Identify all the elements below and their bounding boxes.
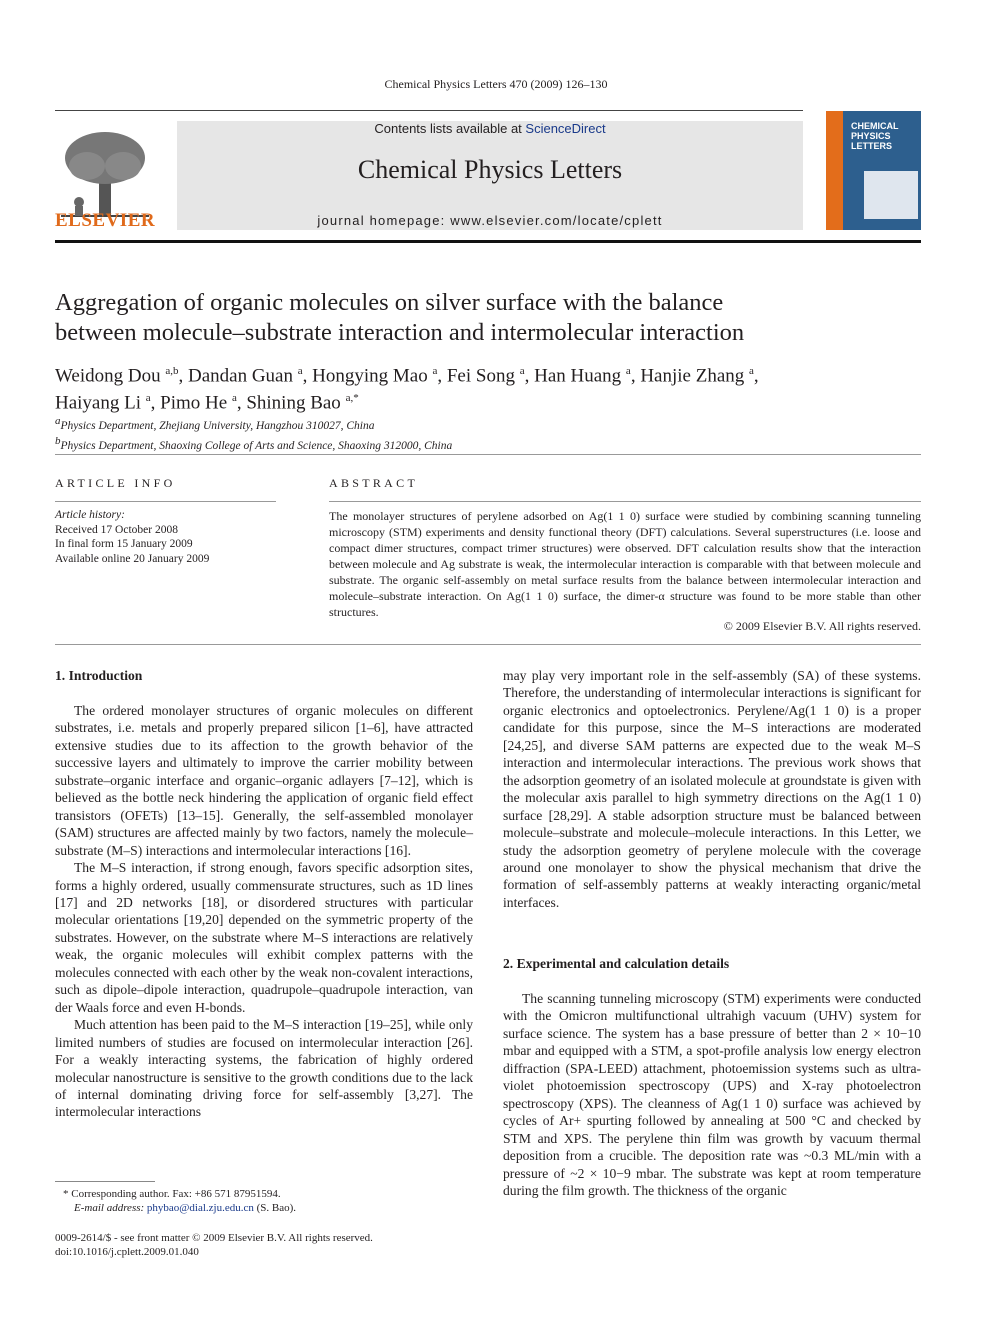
paragraph: The M–S interaction, if strong enough, favors specific adsorption sites, forms a highly ordered, usually commensurate structures, such as 1D lines [17] and 2D networks [18], or disordered structures with particular molecular orientations [19,20] depended on the symmetric property of the substrates. However, on the substrate where M–S interactions are relatively weak, the organic molecules will exhibit complex patterns with the molecules connected with each other by the weak non-covalent interactions, such as dipole–dipole interaction, quadrupole–quadrupole interaction, van der Waals force and even H-bonds. — [55, 860, 473, 1015]
affiliation — [55, 434, 452, 454]
author-name: Dandan Guan — [188, 365, 293, 387]
affiliation-mark: b — [55, 434, 61, 447]
cover-title-1: CHEMICAL — [851, 121, 899, 131]
elsevier-wordmark: ELSEVIER — [55, 210, 156, 231]
paragraph: may play very important role in the self-assembly (SA) of these systems. Therefore, the understanding of intermolecular interactions is significant for organic electronics and optoelectronics. Perylene/Ag(1 1 0) is a proper candidate for this purpose, since the M–S interactions are moderated [24,25], and diverse SAM patterns are expected due to the weak M–S interaction and intermolecular interactions. The previous work shows that the adsorption geometry of an isolated molecule at groundstate is given with the molecular axis parallel to high symmetry directions on the Ag(1 1 0) surface [28,29]. A stable adsorption structure must be balanced between molecule–substrate and molecule–molecule interactions. In this Letter, we study the adsorption geometry of perylene molecule with the coverage around one monolayer to show the physical mechanism that drive the formation of self-assembly patterns at weakly interacting organic/metal interfaces. — [503, 668, 921, 910]
issn-block — [55, 1231, 373, 1259]
header-rule-bottom — [55, 240, 921, 243]
author-affil-mark[interactable]: a — [749, 365, 754, 377]
author-affil-mark[interactable]: a — [432, 365, 438, 377]
author-affil-mark[interactable]: a — [145, 392, 151, 405]
author-name: Fei Song — [446, 365, 515, 387]
affiliation — [55, 414, 452, 434]
cover-title-3: LETTERS — [851, 141, 893, 151]
affiliations — [55, 414, 452, 454]
affiliation-mark: a — [55, 415, 61, 427]
contents-prefix: Contents lists available at — [374, 121, 526, 136]
author-name: Hanjie Zhang — [640, 365, 745, 387]
email-link[interactable]: phybao@dial.zju.edu.cn — [146, 1202, 254, 1214]
journal-homepage[interactable]: journal homepage: www.elsevier.com/locate/cplett — [317, 213, 663, 228]
author-name: Weidong Dou — [55, 365, 161, 387]
section-heading-introduction: 1. Introduction — [55, 668, 143, 683]
article-title — [55, 288, 925, 348]
author-affil-mark[interactable]: a — [297, 365, 303, 377]
issn-line: 0009-2614/$ - see front matter © 2009 Elsevier B.V. All rights reserved. — [55, 1232, 373, 1244]
email-label: E-mail address: — [74, 1202, 145, 1214]
running-head: Chemical Physics Letters 470 (2009) 126–130 — [384, 77, 608, 91]
abstract-copyright: © 2009 Elsevier B.V. All rights reserved. — [723, 619, 921, 633]
author-name: Pimo He — [160, 392, 228, 414]
author-name: Han Huang — [534, 365, 622, 387]
history-label: Article history: — [55, 509, 125, 521]
history-item: Received 17 October 2008 — [55, 523, 178, 536]
author-affil-mark[interactable]: a,b — [165, 365, 179, 377]
divider — [55, 644, 921, 645]
corresponding-author-note: * Corresponding author. Fax: +86 571 87951594. — [63, 1188, 281, 1200]
footnote-rule — [55, 1181, 155, 1182]
journal-cover-thumbnail[interactable] — [826, 111, 921, 230]
doi-link[interactable]: doi:10.1016/j.cplett.2009.01.040 — [55, 1246, 199, 1258]
paragraph: Much attention has been paid to the M–S interaction [19–25], while only limited numbers of studies are focused on intermolecular interaction [26]. For a weakly interacting systems, the fabrication of highly ordered molecular nanostructure is sensitive to the growth conditions due to the lack of internal dominating driving force for self-assembly [3,27]. The intermolecular interactions — [55, 1017, 473, 1120]
author-name: Haiyang Li — [55, 392, 142, 414]
body-column-left — [55, 702, 473, 1121]
author-affil-mark[interactable]: a — [625, 365, 631, 377]
article-history — [55, 508, 209, 566]
author-affil-mark[interactable]: a — [231, 392, 237, 405]
email-suffix: (S. Bao). — [256, 1202, 297, 1214]
author-name: Shining Bao — [246, 392, 341, 414]
cover-stripe — [826, 111, 843, 230]
author-affil-mark[interactable]: a,* — [345, 392, 359, 405]
section-heading-experimental: 2. Experimental and calculation details — [503, 956, 730, 971]
history-item: Available online 20 January 2009 — [55, 552, 210, 565]
paragraph: The scanning tunneling microscopy (STM) experiments were conducted with the Omicron multifunctional ultrahigh vacuum (UHV) system for surface science. The system has a base pressure of better than 2 × 10−10 mbar and equipped with a STM, a spot-profile analysis low energy electron diffraction (SPA-LEED) attachment, photoemission systems such as ultra-violet photoemission spectroscopy (UPS) and X-ray photoelectron spectroscopy (XPS). The cleanness of Ag(1 1 0) surface was achieved by cycles of Ar+ spurting followed by annealing at 500 °C and checked by STM and XPS. The perylene thin film was growth by vacuum thermal deposition from a crucible. The deposition rate was ~0.3 ML/min with a pressure of ~2 × 10−9 mbar. The substrate was kept at room temperature during the film growth. The thickness of the organic — [503, 991, 921, 1198]
author-affil-mark[interactable]: a — [519, 365, 525, 377]
history-item: In final form 15 January 2009 — [55, 538, 193, 550]
cover-title-2: PHYSICS — [851, 131, 891, 141]
author-list: Weidong Dou $^{a,b}$, Dandan Guan $^a$, Hongying Mao $^a$, Fei Song $^a$, Han Huang $^a$, Hanjie Zhang $^a$, Haiyang Li $^a$, Pimo He $^a$, Shining Bao $^{a,*}$ — [55, 365, 759, 414]
cover-image — [864, 171, 918, 219]
divider — [55, 501, 276, 502]
paragraph: The ordered monolayer structures of organic molecules on different substrates, i.e. metals and properly prepared silicon [1–6], have attracted extensive studies due to its affection to the growth behavior of the successive layers and ultimately to improve the carrier mobility between substrate–organic interface and organic–organic adlayers [7–12], which is believed as the bottle neck hindering the application of organic field effect transistors (OFETs) [13–15]. Generally, the self-assembled monolayer (SAM) structures are affected mainly by two factors, namely the molecule–substrate (M–S) interactions and intermolecular interactions [16]. — [55, 703, 473, 858]
email-line — [55, 1201, 296, 1215]
abstract-text: The monolayer structures of perylene adsorbed on Ag(1 1 0) surface were studied by combining scanning tunneling microscopy (STM) experiments and density functional theory (DFT) calculations. Several superstructures (i.e. loose and compact dimer structures, compact trimer structures) were observed. DFT calculation results show that the interaction between molecule and Ag substrate is weak, the intermolecular interaction is comparable with that between molecule and substrate. The organic self-assembly on metal surface results from the balance between intermolecular interaction and molecule–substrate interaction. On Ag(1 1 0) surface, the dimer-α structure was found to be more stable than other structures. — [329, 509, 921, 619]
body-column-right-lower — [503, 990, 921, 1199]
author-name: Hongying Mao — [312, 365, 428, 387]
footnote — [55, 1187, 296, 1215]
divider — [55, 454, 921, 455]
affiliation-text: Physics Department, Shaoxing College of Arts and Science, Shaoxing 312000, China — [60, 439, 453, 452]
divider — [329, 501, 921, 502]
sciencedirect-link[interactable]: ScienceDirect — [525, 121, 606, 136]
header-rule-top — [55, 110, 803, 111]
body-column-right — [503, 667, 921, 911]
article-info-heading: ARTICLE INFO — [55, 476, 176, 490]
affiliation-text: Physics Department, Zhejiang University, Hangzhou 310027, China — [60, 419, 375, 432]
title-line: Aggregation of organic molecules on silver surface with the balance — [55, 289, 724, 316]
journal-name: Chemical Physics Letters — [357, 155, 623, 184]
title-line: between molecule–substrate interaction and intermolecular interaction — [55, 319, 745, 346]
contents-line — [177, 121, 803, 136]
abstract-heading: ABSTRACT — [329, 476, 419, 490]
